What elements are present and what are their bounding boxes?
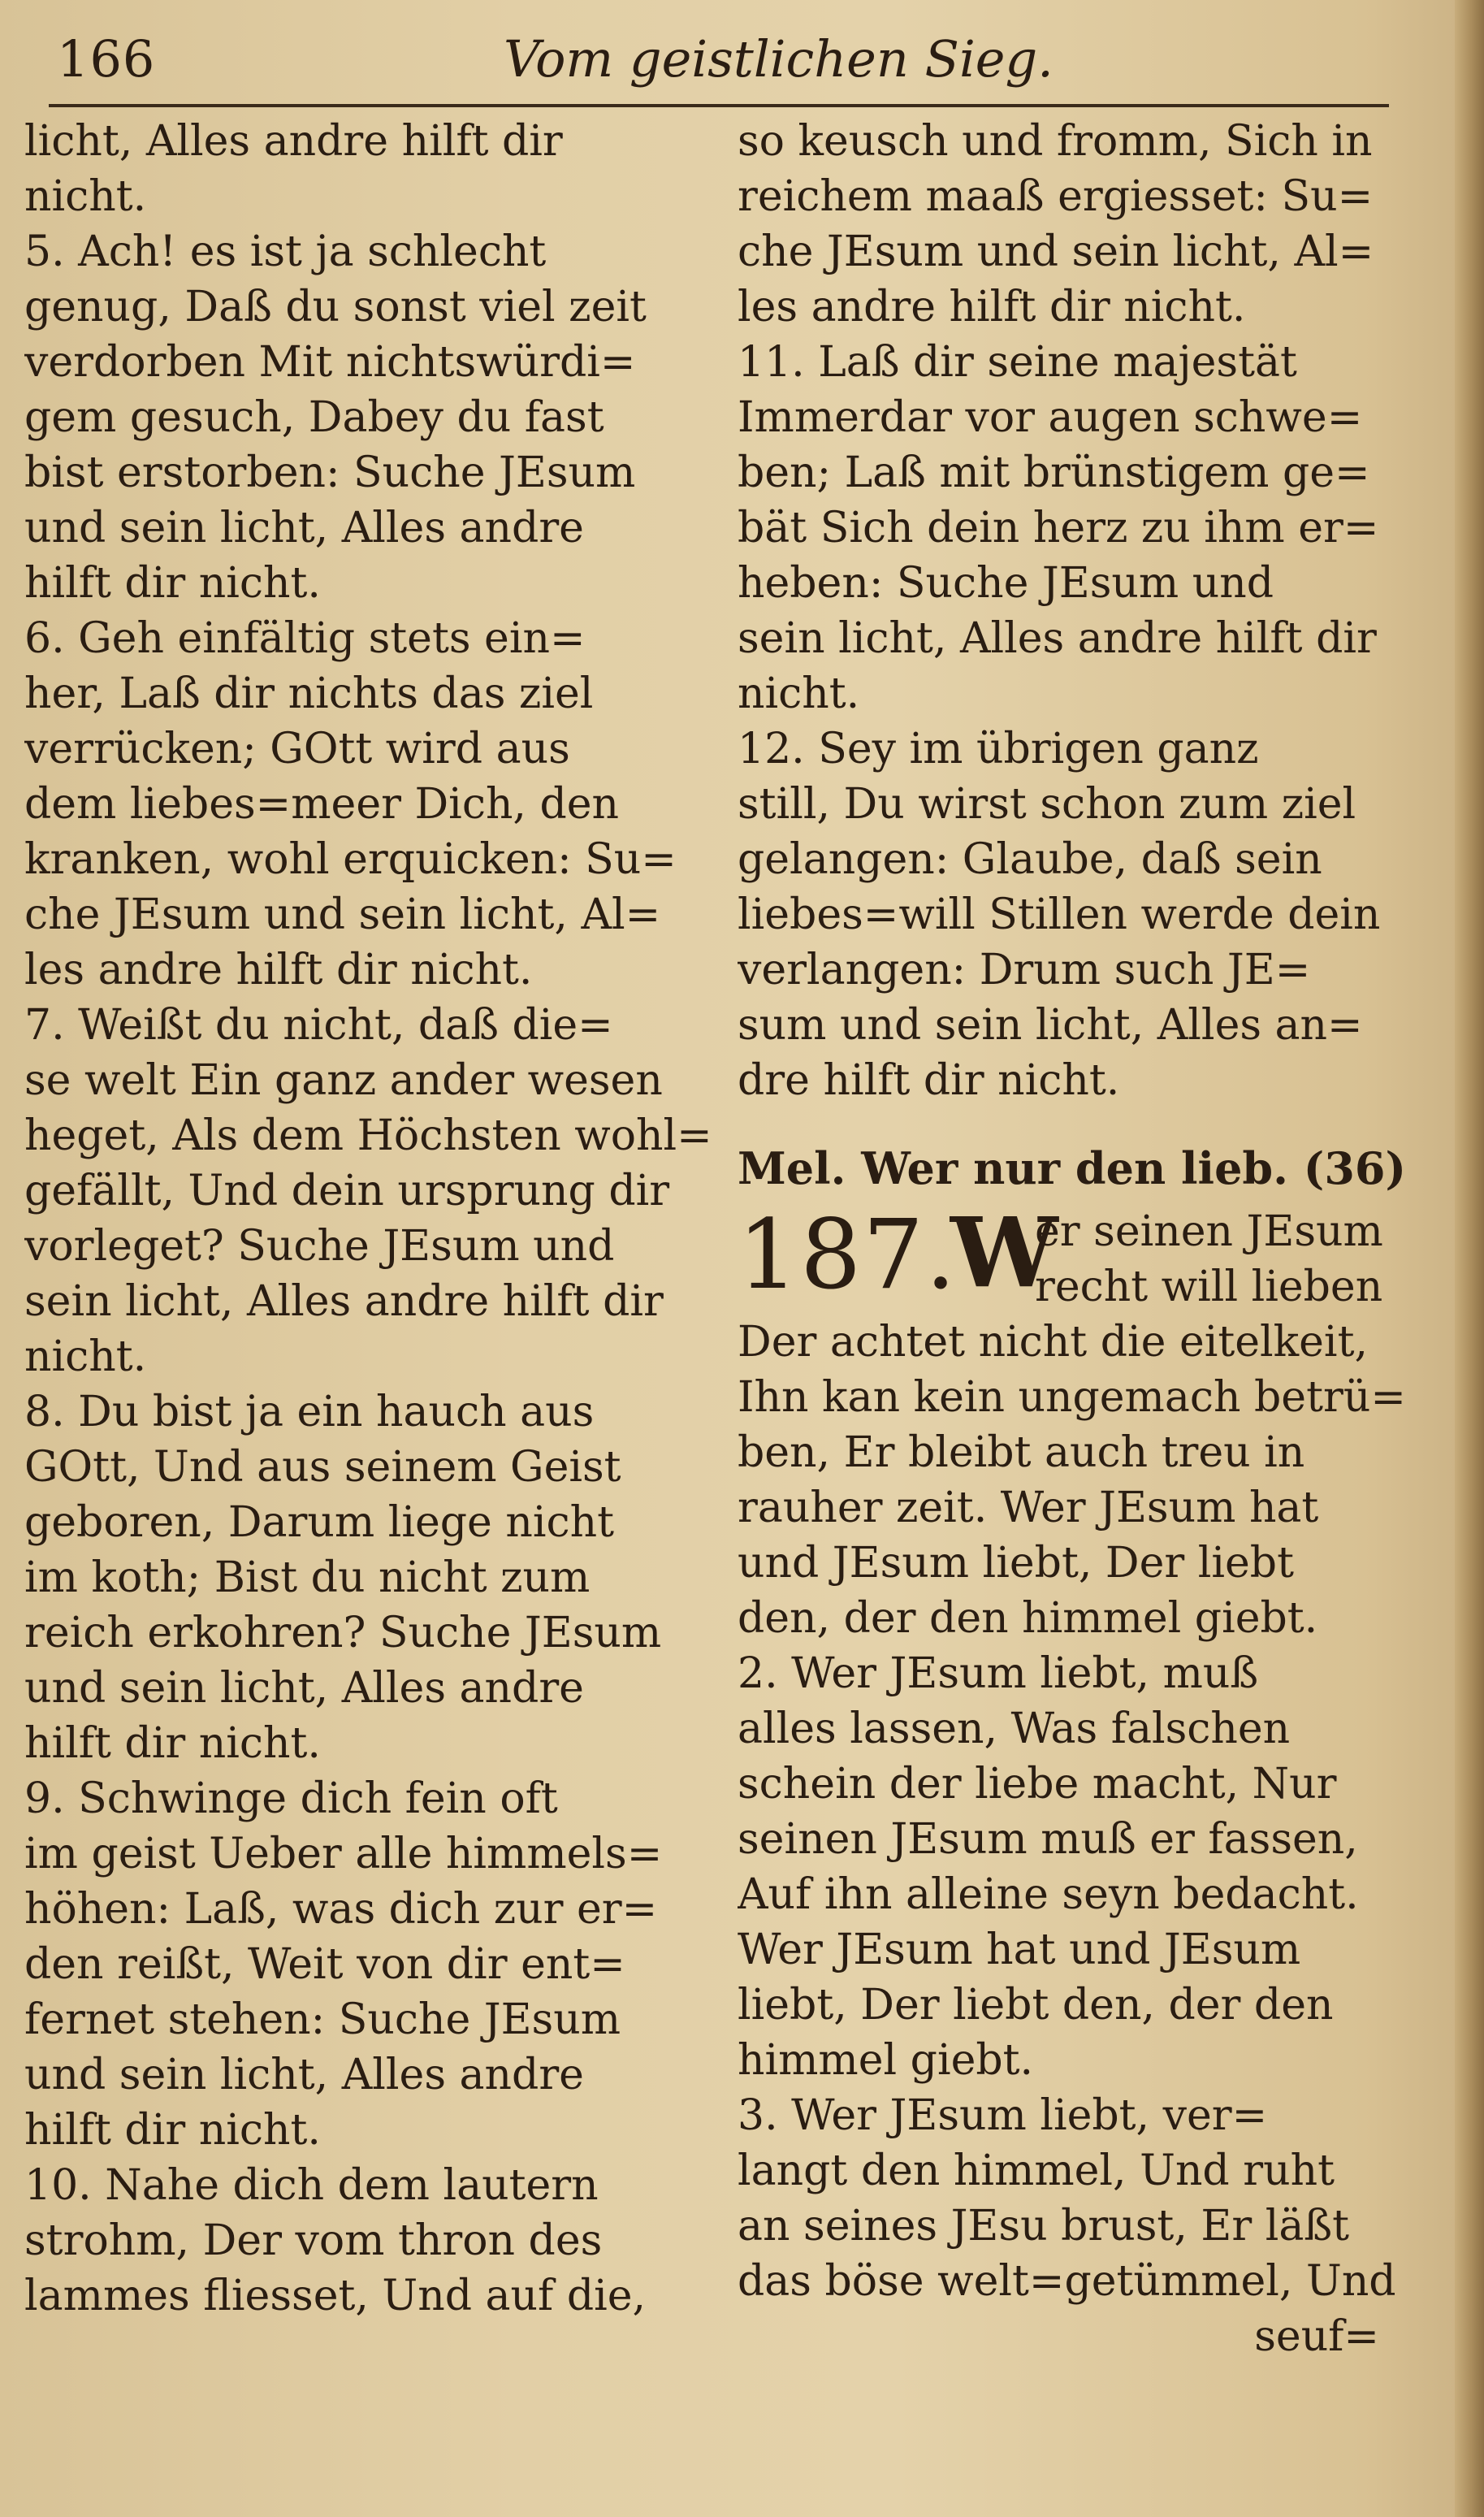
text-line: reichem maaß ergiesset: Su= bbox=[738, 172, 1374, 221]
text-line: 12. Sey im übrigen ganz bbox=[738, 725, 1259, 773]
text-line: heben: Suche JEsum und bbox=[738, 559, 1274, 608]
right-column-bottom bbox=[738, 1315, 1428, 2309]
text-line: im koth; Bist du nicht zum bbox=[24, 1553, 591, 1602]
text-line: sum und sein licht, Alles an= bbox=[738, 1001, 1363, 1050]
text-line: und JEsum liebt, Der liebt bbox=[738, 1539, 1294, 1588]
text-line: dem liebes=meer Dich, den bbox=[24, 780, 620, 829]
text-line: se welt Ein ganz ander wesen bbox=[24, 1056, 663, 1105]
text-line: licht, Alles andre hilft dir bbox=[24, 117, 563, 166]
text-line: 11. Laß dir seine majestät bbox=[738, 338, 1297, 387]
text-line: reich erkohren? Suche JEsum bbox=[24, 1609, 662, 1657]
text-line: che JEsum und sein licht, Al= bbox=[738, 227, 1374, 276]
text-line: im geist Ueber alle himmels= bbox=[24, 1830, 663, 1878]
text-line: an seines JEsu brust, Er läßt bbox=[738, 2202, 1349, 2251]
text-line: himmel giebt. bbox=[738, 2036, 1034, 2085]
text-line: seinen JEsum muß er fassen, bbox=[738, 1815, 1358, 1864]
text-line: verdorben Mit nichtswürdi= bbox=[24, 338, 636, 387]
text-line: fernet stehen: Suche JEsum bbox=[24, 1995, 621, 2044]
page-header bbox=[49, 23, 1413, 104]
text-line: 9. Schwinge dich fein oft bbox=[24, 1774, 558, 1823]
text-line: 5. Ach! es ist ja schlecht bbox=[24, 227, 547, 276]
text-line: schein der liebe macht, Nur bbox=[738, 1760, 1337, 1809]
text-line: ben; Laß mit brünstigem ge= bbox=[738, 448, 1370, 497]
text-line: her, Laß dir nichts das ziel bbox=[24, 669, 594, 718]
text-line: und sein licht, Alles andre bbox=[24, 1664, 584, 1713]
spacer bbox=[738, 1108, 1428, 1133]
text-line: verlangen: Drum such JE= bbox=[738, 946, 1311, 994]
text-line: bist erstorben: Suche JEsum bbox=[24, 448, 636, 497]
text-line: strohm, Der vom thron des bbox=[24, 2216, 603, 2265]
text-line: hilft dir nicht. bbox=[24, 559, 321, 608]
text-line: sein licht, Alles andre hilft dir bbox=[24, 1277, 664, 1326]
text-line: Der achtet nicht die eitelkeit, bbox=[738, 1318, 1368, 1367]
text-line: den, der den himmel giebt. bbox=[738, 1594, 1318, 1643]
right-column-top bbox=[738, 114, 1428, 1108]
text-line: nicht. bbox=[24, 1332, 147, 1381]
text-line: les andre hilft dir nicht. bbox=[24, 946, 533, 994]
text-line: lammes fliesset, Und auf die, bbox=[24, 2272, 647, 2320]
text-line: les andre hilft dir nicht. bbox=[738, 283, 1246, 331]
text-line: 10. Nahe dich dem lautern bbox=[24, 2161, 599, 2210]
text-line: das böse welt=getümmel, Und bbox=[738, 2257, 1396, 2306]
text-line: gelangen: Glaube, daß sein bbox=[738, 835, 1322, 884]
text-line: 7. Weißt du nicht, daß die= bbox=[24, 1001, 613, 1050]
text-line: genug, Daß du sonst viel zeit bbox=[24, 283, 647, 331]
text-line: 6. Geh einfältig stets ein= bbox=[24, 614, 586, 663]
hymn-opening-lines bbox=[1035, 1204, 1383, 1315]
left-column bbox=[24, 114, 715, 2324]
right-column bbox=[738, 114, 1428, 2364]
hymn-first-line: er seinen JEsum bbox=[1035, 1207, 1383, 1256]
text-line: verrücken; GOtt wird aus bbox=[24, 725, 570, 773]
text-line: nicht. bbox=[738, 669, 860, 718]
text-line: nicht. bbox=[24, 172, 147, 221]
text-line: Auf ihn alleine seyn bedacht. bbox=[738, 1870, 1359, 1919]
page-edge bbox=[1455, 0, 1484, 2517]
text-line: geboren, Darum liege nicht bbox=[24, 1498, 614, 1547]
text-line: kranken, wohl erquicken: Su= bbox=[24, 835, 677, 884]
text-line: gem gesuch, Dabey du fast bbox=[24, 393, 604, 442]
text-line: Ihn kan kein ungemach betrü= bbox=[738, 1373, 1406, 1422]
header-rule bbox=[49, 104, 1389, 107]
text-line: still, Du wirst schon zum ziel bbox=[738, 780, 1356, 829]
catchword: seuf= bbox=[1254, 2312, 1379, 2361]
hymn-number: 187. bbox=[738, 1198, 958, 1310]
text-line: heget, Als dem Höchsten wohl= bbox=[24, 1111, 712, 1160]
text-line: GOtt, Und aus seinem Geist bbox=[24, 1443, 621, 1492]
text-line: dre hilft dir nicht. bbox=[738, 1056, 1120, 1105]
text-line: langt den himmel, Und ruht bbox=[738, 2147, 1335, 2195]
hymn-dropcap: W bbox=[950, 1196, 1058, 1309]
text-line: vorleget? Suche JEsum und bbox=[24, 1222, 615, 1271]
text-line: und sein licht, Alles andre bbox=[24, 2051, 584, 2099]
hymn-second-line: recht will lieben bbox=[1035, 1263, 1383, 1311]
text-line: 8. Du bist ja ein hauch aus bbox=[24, 1388, 595, 1436]
hymn-heading bbox=[738, 1196, 1428, 1315]
text-line: liebes=will Stillen werde dein bbox=[738, 890, 1381, 939]
text-line: hilft dir nicht. bbox=[24, 2106, 321, 2155]
text-line: 2. Wer JEsum liebt, muß bbox=[738, 1649, 1259, 1698]
text-line: 3. Wer JEsum liebt, ver= bbox=[738, 2091, 1268, 2140]
text-line: und sein licht, Alles andre bbox=[24, 504, 584, 552]
text-line: liebt, Der liebt den, der den bbox=[738, 1981, 1334, 2030]
text-line: gefällt, Und dein ursprung dir bbox=[24, 1167, 670, 1215]
text-line: den reißt, Weit von dir ent= bbox=[24, 1940, 625, 1989]
text-line: so keusch und fromm, Sich in bbox=[738, 117, 1373, 166]
text-line: hilft dir nicht. bbox=[24, 1719, 321, 1768]
text-line: che JEsum und sein licht, Al= bbox=[24, 890, 661, 939]
melody-line: Mel. Wer nur den lieb. (36) bbox=[738, 1142, 1407, 1194]
text-line: ben, Er bleibt auch treu in bbox=[738, 1428, 1305, 1477]
text-line: bät Sich dein herz zu ihm er= bbox=[738, 504, 1379, 552]
running-title: Vom geistlichen Sieg. bbox=[504, 29, 1054, 89]
text-line: Wer JEsum hat und JEsum bbox=[738, 1926, 1301, 1974]
page-number: 166 bbox=[57, 29, 156, 89]
text-line: alles lassen, Was falschen bbox=[738, 1705, 1291, 1753]
text-line: Immerdar vor augen schwe= bbox=[738, 393, 1363, 442]
text-line: höhen: Laß, was dich zur er= bbox=[24, 1885, 658, 1934]
text-line: sein licht, Alles andre hilft dir bbox=[738, 614, 1377, 663]
text-line: rauher zeit. Wer JEsum hat bbox=[738, 1484, 1319, 1532]
